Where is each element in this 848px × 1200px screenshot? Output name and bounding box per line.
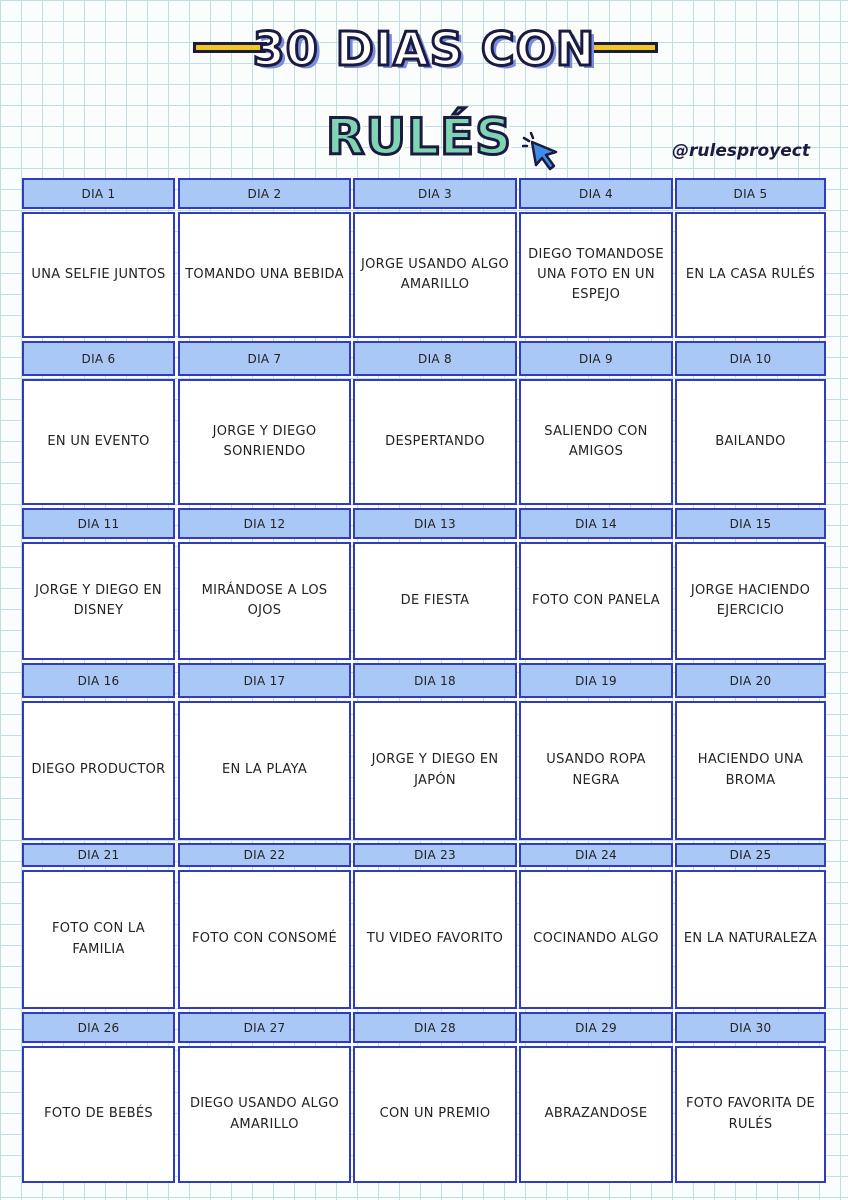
page-title: 30 DIAS CON: [252, 22, 596, 76]
day-9-challenge: SALIENDO CON AMIGOS: [519, 379, 673, 505]
day-20-challenge: HACIENDO UNA BROMA: [675, 701, 826, 840]
day-14-label: DIA 14: [519, 508, 673, 539]
day-11-label: DIA 11: [22, 508, 175, 539]
day-1-label: DIA 1: [22, 178, 175, 209]
day-29-label: DIA 29: [519, 1012, 673, 1043]
day-21-challenge: FOTO CON LA FAMILIA: [22, 870, 175, 1009]
day-22-challenge: FOTO CON CONSOMÉ: [178, 870, 351, 1009]
day-26-label: DIA 26: [22, 1012, 175, 1043]
page-subtitle: RULÉS: [326, 108, 513, 166]
day-28-label: DIA 28: [353, 1012, 517, 1043]
day-28-challenge: CON UN PREMIO: [353, 1046, 517, 1183]
day-7-label: DIA 7: [178, 341, 351, 376]
day-9-label: DIA 9: [519, 341, 673, 376]
day-2-label: DIA 2: [178, 178, 351, 209]
day-20-label: DIA 20: [675, 663, 826, 698]
day-16-challenge: DIEGO PRODUCTOR: [22, 701, 175, 840]
day-13-challenge: DE FIESTA: [353, 542, 517, 660]
day-3-challenge: JORGE USANDO ALGO AMARILLO: [353, 212, 517, 338]
day-10-challenge: BAILANDO: [675, 379, 826, 505]
day-4-label: DIA 4: [519, 178, 673, 209]
day-19-challenge: USANDO ROPA NEGRA: [519, 701, 673, 840]
day-23-challenge: TU VIDEO FAVORITO: [353, 870, 517, 1009]
day-1-challenge: UNA SELFIE JUNTOS: [22, 212, 175, 338]
day-8-challenge: DESPERTANDO: [353, 379, 517, 505]
day-8-label: DIA 8: [353, 341, 517, 376]
day-5-label: DIA 5: [675, 178, 826, 209]
day-11-challenge: JORGE Y DIEGO EN DISNEY: [22, 542, 175, 660]
day-15-challenge: JORGE HACIENDO EJERCICIO: [675, 542, 826, 660]
day-18-challenge: JORGE Y DIEGO EN JAPÓN: [353, 701, 517, 840]
day-19-label: DIA 19: [519, 663, 673, 698]
day-7-challenge: JORGE Y DIEGO SONRIENDO: [178, 379, 351, 505]
day-6-challenge: EN UN EVENTO: [22, 379, 175, 505]
day-10-label: DIA 10: [675, 341, 826, 376]
day-12-challenge: MIRÁNDOSE A LOS OJOS: [178, 542, 351, 660]
day-17-challenge: EN LA PLAYA: [178, 701, 351, 840]
day-25-challenge: EN LA NATURALEZA: [675, 870, 826, 1009]
day-3-label: DIA 3: [353, 178, 517, 209]
day-15-label: DIA 15: [675, 508, 826, 539]
day-30-label: DIA 30: [675, 1012, 826, 1043]
mouse-pointer-icon: [522, 132, 558, 172]
social-handle: @rulesproyect: [672, 141, 811, 161]
day-5-challenge: EN LA CASA RULÉS: [675, 212, 826, 338]
day-21-label: DIA 21: [22, 843, 175, 867]
day-2-challenge: TOMANDO UNA BEBIDA: [178, 212, 351, 338]
day-24-challenge: COCINANDO ALGO: [519, 870, 673, 1009]
day-4-challenge: DIEGO TOMANDOSE UNA FOTO EN UN ESPEJO: [519, 212, 673, 338]
day-13-label: DIA 13: [353, 508, 517, 539]
day-26-challenge: FOTO DE BEBÉS: [22, 1046, 175, 1183]
day-14-challenge: FOTO CON PANELA: [519, 542, 673, 660]
day-29-challenge: ABRAZANDOSE: [519, 1046, 673, 1183]
day-22-label: DIA 22: [178, 843, 351, 867]
day-17-label: DIA 17: [178, 663, 351, 698]
day-18-label: DIA 18: [353, 663, 517, 698]
day-12-label: DIA 12: [178, 508, 351, 539]
day-25-label: DIA 25: [675, 843, 826, 867]
day-30-challenge: FOTO FAVORITA DE RULÉS: [675, 1046, 826, 1183]
day-6-label: DIA 6: [22, 341, 175, 376]
day-27-challenge: DIEGO USANDO ALGO AMARILLO: [178, 1046, 351, 1183]
day-23-label: DIA 23: [353, 843, 517, 867]
day-24-label: DIA 24: [519, 843, 673, 867]
day-27-label: DIA 27: [178, 1012, 351, 1043]
day-16-label: DIA 16: [22, 663, 175, 698]
